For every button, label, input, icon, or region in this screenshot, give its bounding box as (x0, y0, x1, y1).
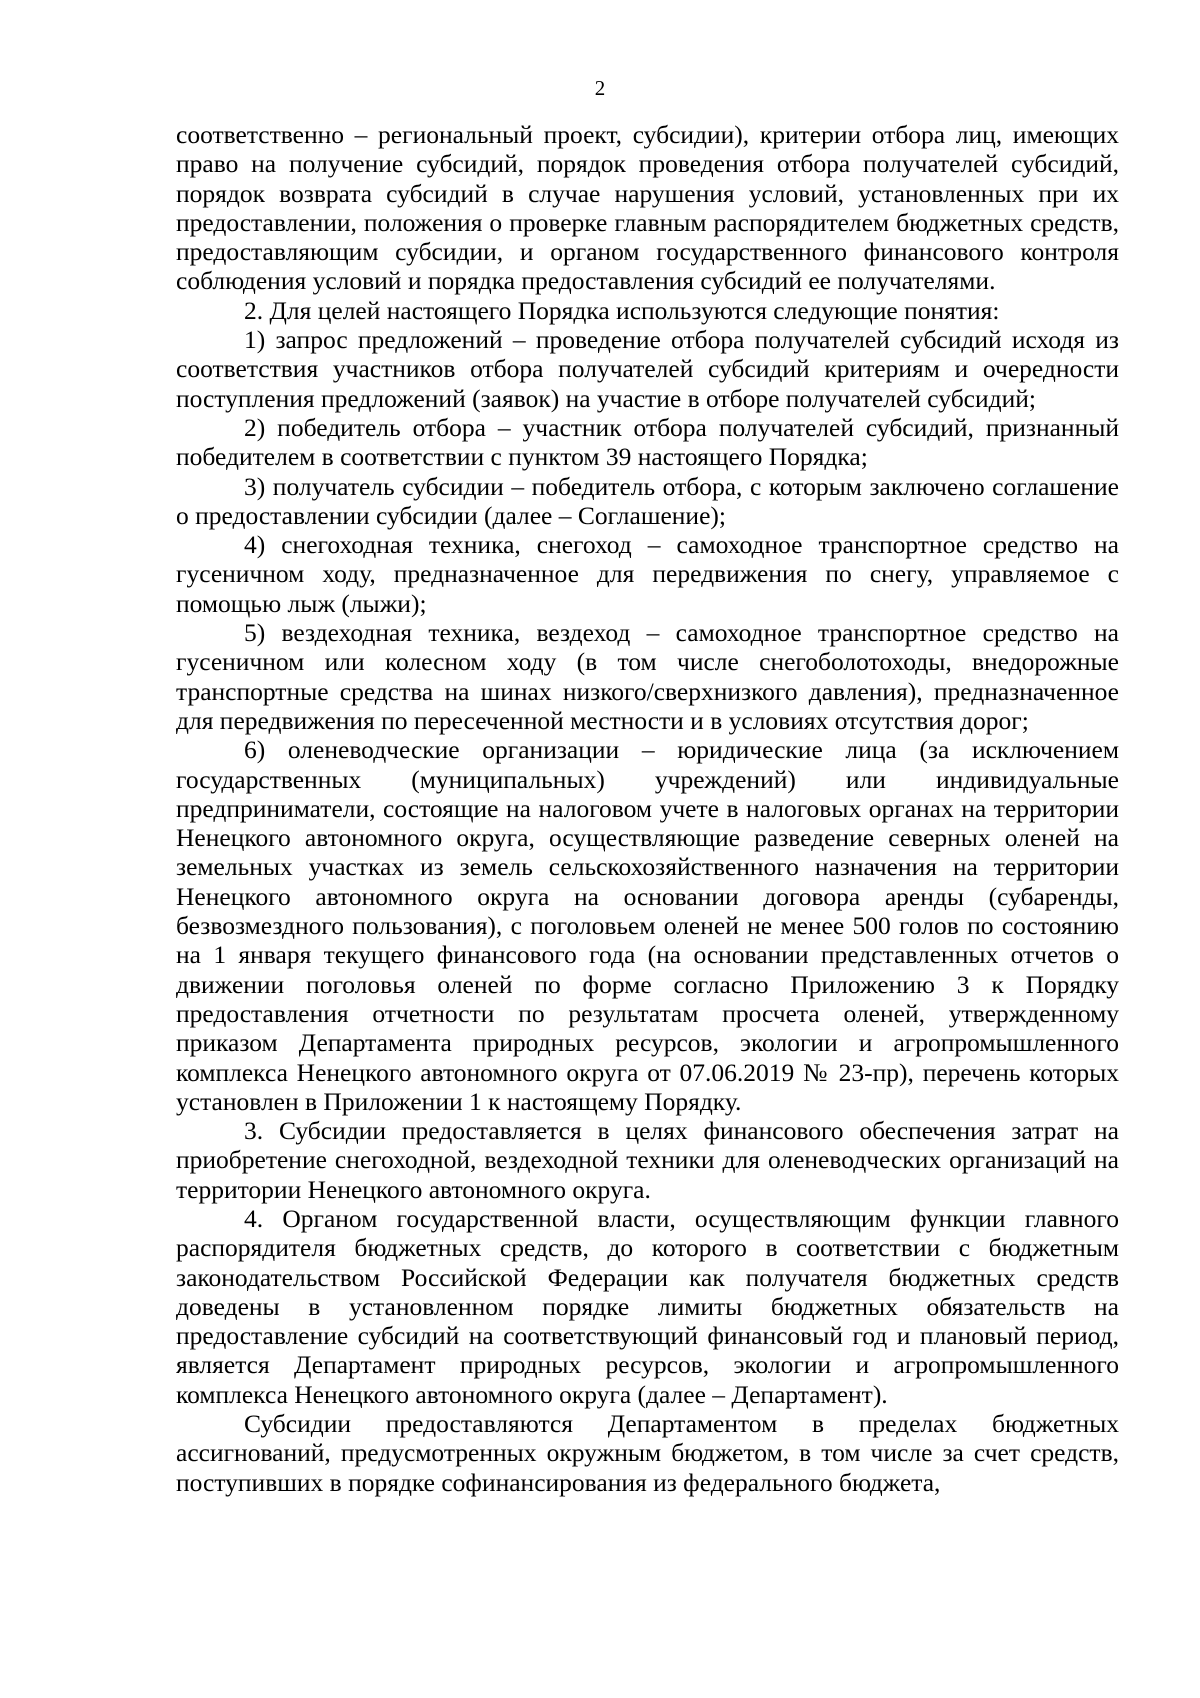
page-number: 2 (594, 76, 606, 100)
paragraph-item-3: 3. Субсидии предоставляется в целях финансового обеспечения затрат на приобретение снегоходной, вездеходной техники для оленеводческих организаций на территории Ненецкого автономного округа. (176, 1116, 1119, 1204)
document-body (176, 120, 1119, 1497)
paragraph-subitem-6: 6) оленеводческие организации – юридические лица (за исключением государственных (муниципальных) учреждений) или индивидуальные предприниматели, состоящие на налоговом учете в налоговых органах на территории Ненецкого автономного округа, осуществляющие разведение северных оленей на земельных участках из земель сельскохозяйственного назначения на территории Ненецкого автономного округа на основании договора аренды (субаренды, безвозмездного пользования), с поголовьем оленей не менее 500 голов по состоянию на 1 января текущего финансового года (на основании представленных отчетов о движении поголовья оленей по форме согласно Приложению 3 к Порядку предоставления отчетности по результатам просчета оленей, утвержденному приказом Департамента природных ресурсов, экологии и агропромышленного комплекса Ненецкого автономного округа от 07.06.2019 № 23-пр), перечень которых установлен в Приложении 1 к настоящему Порядку. (176, 735, 1119, 1116)
paragraph-item-4-continued: Субсидии предоставляются Департаментом в пределах бюджетных ассигнований, предусмотренных окружным бюджетом, в том числе за счет средств, поступивших в порядке софинансирования из федерального бюджета, (176, 1409, 1119, 1497)
paragraph-item-2: 2. Для целей настоящего Порядка используются следующие понятия: (244, 295, 1000, 325)
paragraph-subitem-3: 3) получатель субсидии – победитель отбора, с которым заключено соглашение о предоставлении субсидии (далее – Соглашение); (176, 471, 1119, 530)
paragraph-subitem-2: 2) победитель отбора – участник отбора получателей субсидий, признанный победителем в соответствии с пунктом 39 настоящего Порядка; (176, 412, 1119, 472)
paragraph-continuation: соответственно – региональный проект, субсидии), критерии отбора лиц, имеющих право на получение субсидий, порядок проведения отбора получателей субсидий, порядок возврата субсидий в случае нарушения условий, установленных при их предоставлении, положения о проверке главным распорядителем бюджетных средств, предоставляющим субсидии, и органом государственного финансового контроля соблюдения условий и порядка предоставления субсидий ее получателями. (176, 120, 1119, 296)
paragraph-subitem-5: 5) вездеходная техника, вездеход – самоходное транспортное средство на гусеничном или колесном ходу (в том числе снегоболотоходы, внедорожные транспортные средства на шинах низкого/сверхнизкого давления), предназначенное для передвижения по пересеченной местности и в условиях отсутствия дорог; (176, 618, 1119, 735)
paragraph-item-4: 4. Органом государственной власти, осуществляющим функции главного распорядителя бюджетных средств, до которого в соответствии с бюджетным законодательством Российской Федерации как получателя бюджетных средств доведены в установленном порядке лимиты бюджетных обязательств на предоставление субсидий на соответствующий финансовый год и плановый период, является Департамент природных ресурсов, экологии и агропромышленного комплекса Ненецкого автономного округа (далее – Департамент). (176, 1203, 1119, 1409)
paragraph-subitem-1: 1) запрос предложений – проведение отбора получателей субсидий исходя из соответствия участников отбора получателей субсидий критериям и очередности поступления предложений (заявок) на участие в отборе получателей субсидий; (176, 325, 1119, 413)
paragraph-subitem-4: 4) снегоходная техника, снегоход – самоходное транспортное средство на гусеничном ходу, предназначенное для передвижения по снегу, управляемое с помощью лыж (лыжи); (176, 530, 1119, 618)
